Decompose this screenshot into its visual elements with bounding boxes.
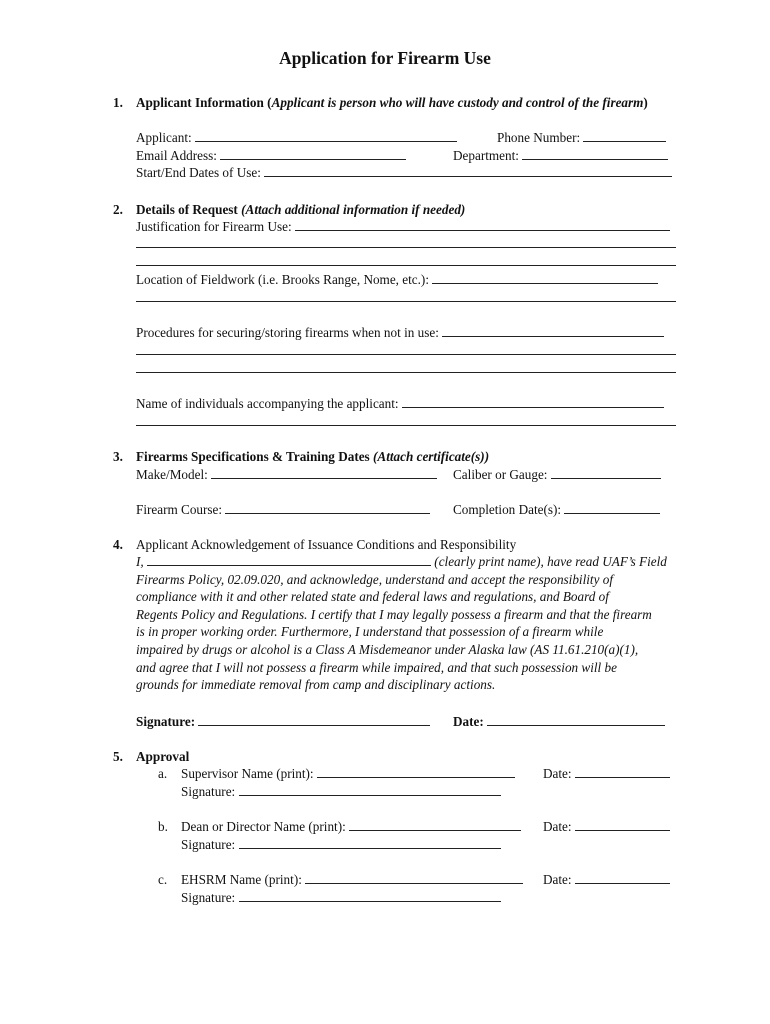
section-2-subheading: (Attach additional information if needed) — [241, 202, 466, 217]
phone-label: Phone Number: — [497, 130, 581, 145]
department-field[interactable] — [453, 147, 668, 165]
dean-name-label: Dean or Director Name (print): — [181, 819, 346, 834]
dean-name-field[interactable] — [181, 818, 521, 836]
applicant-signature-field[interactable] — [136, 713, 430, 731]
section-4-number: 4. — [113, 537, 123, 552]
supervisor-name-field[interactable] — [181, 765, 515, 783]
department-blank[interactable] — [522, 147, 668, 160]
location-label: Location of Fieldwork (i.e. Brooks Range, Nome, etc.): — [136, 272, 429, 287]
acknowledgement-line: Regents Policy and Regulations. I certify that I may legally possess a firearm and that the firearm — [136, 606, 652, 622]
course-field[interactable] — [136, 501, 430, 519]
section-1-number: 1. — [113, 95, 123, 110]
make-label: Make/Model: — [136, 467, 208, 482]
supervisor-name-blank[interactable] — [317, 765, 515, 778]
justification-label: Justification for Firearm Use: — [136, 219, 292, 234]
applicant-date-blank[interactable] — [487, 713, 665, 726]
section-2-heading: Details of Request — [136, 202, 238, 217]
section-5-heading: Approval — [136, 749, 190, 764]
email-blank[interactable] — [220, 147, 406, 160]
applicant-blank[interactable] — [195, 129, 457, 142]
acknowledgement-first-line — [136, 553, 681, 571]
caliber-blank[interactable] — [551, 466, 661, 479]
section-2-number: 2. — [113, 202, 123, 217]
dean-date-label: Date: — [543, 819, 572, 834]
phone-blank[interactable] — [583, 129, 666, 142]
justification-line-2[interactable] — [136, 247, 676, 248]
section-5-number: 5. — [113, 749, 123, 764]
make-blank[interactable] — [211, 466, 437, 479]
email-label: Email Address: — [136, 148, 217, 163]
dean-signature-label: Signature: — [181, 837, 236, 852]
dean-signature-field[interactable] — [181, 836, 501, 854]
ehsrm-signature-label: Signature: — [181, 890, 236, 905]
section-4-heading: Applicant Acknowledgement of Issuance Conditions and Responsibility — [136, 537, 517, 552]
approval-a-letter: a. — [158, 766, 168, 781]
supervisor-date-field[interactable] — [543, 765, 670, 783]
make-field[interactable] — [136, 466, 437, 484]
ehsrm-date-field[interactable] — [543, 871, 670, 889]
acknowledgement-line: Firearms Policy, 02.09.020, and acknowledge, understand and accept the responsibility of — [136, 571, 613, 587]
dean-signature-blank[interactable] — [239, 836, 501, 849]
applicant-field[interactable] — [136, 129, 457, 147]
dean-date-blank[interactable] — [575, 818, 670, 831]
procedures-blank[interactable] — [442, 324, 664, 337]
location-field[interactable] — [136, 271, 658, 289]
approval-c-letter: c. — [158, 872, 168, 887]
section-1-heading-line: Applicant Information (Applicant is person who will have custody and control of the firearm) — [136, 95, 648, 110]
ehsrm-signature-blank[interactable] — [239, 889, 501, 902]
completion-blank[interactable] — [564, 501, 660, 514]
applicant-date-label: Date: — [453, 714, 484, 729]
applicant-signature-label: Signature: — [136, 714, 196, 729]
acknowledgement-name-blank[interactable] — [147, 553, 431, 566]
supervisor-signature-blank[interactable] — [239, 783, 501, 796]
acknowledgement-prefix: I, — [136, 554, 144, 569]
acknowledgement-line: grounds for immediate removal from camp and disciplinary actions. — [136, 677, 496, 693]
section-1-subheading: Applicant is person who will have custody and control of the firearm — [271, 95, 644, 110]
supervisor-signature-label: Signature: — [181, 784, 236, 799]
phone-field[interactable] — [497, 129, 666, 147]
location-line-2[interactable] — [136, 301, 676, 302]
approval-b-letter: b. — [158, 819, 168, 834]
individuals-field[interactable] — [136, 395, 664, 413]
dates-label: Start/End Dates of Use: — [136, 165, 261, 180]
justification-field[interactable] — [136, 218, 670, 236]
ehsrm-signature-field[interactable] — [181, 889, 501, 907]
procedures-line-3[interactable] — [136, 372, 676, 373]
procedures-field[interactable] — [136, 324, 664, 342]
ehsrm-date-label: Date: — [543, 872, 572, 887]
procedures-line-2[interactable] — [136, 354, 676, 355]
justification-blank[interactable] — [295, 218, 670, 231]
acknowledgement-line: is in proper working order. Furthermore, I understand that possession of a firearm while — [136, 624, 604, 640]
completion-field[interactable] — [453, 501, 660, 519]
individuals-line-2[interactable] — [136, 425, 676, 426]
dean-name-blank[interactable] — [349, 818, 521, 831]
caliber-label: Caliber or Gauge: — [453, 467, 548, 482]
applicant-date-field[interactable] — [453, 713, 665, 731]
applicant-label: Applicant: — [136, 130, 192, 145]
supervisor-name-label: Supervisor Name (print): — [181, 766, 314, 781]
section-3-heading-line — [136, 448, 489, 466]
section-2-heading-line — [136, 201, 465, 219]
dates-field[interactable] — [136, 164, 672, 182]
acknowledgement-line: and agree that I will not possess a firearm while impaired, and that such possession will be — [136, 659, 617, 675]
section-3-number: 3. — [113, 449, 123, 464]
dates-blank[interactable] — [264, 164, 672, 177]
procedures-label: Procedures for securing/storing firearms when not in use: — [136, 325, 439, 340]
ehsrm-name-blank[interactable] — [305, 871, 523, 884]
course-blank[interactable] — [225, 501, 430, 514]
supervisor-signature-field[interactable] — [181, 783, 501, 801]
ehsrm-date-blank[interactable] — [575, 871, 670, 884]
individuals-blank[interactable] — [402, 395, 664, 408]
ehsrm-name-field[interactable] — [181, 871, 523, 889]
acknowledgement-paragraph — [136, 553, 681, 694]
section-3-heading: Firearms Specifications & Training Dates — [136, 449, 370, 464]
supervisor-date-label: Date: — [543, 766, 572, 781]
page-title: Application for Firearm Use — [279, 48, 491, 68]
applicant-signature-blank[interactable] — [198, 713, 430, 726]
acknowledgement-line: impaired by drugs or alcohol is a Class A Misdemeanor under Alaska law (AS 11.61.210(a)(1), — [136, 641, 639, 657]
location-blank[interactable] — [432, 271, 658, 284]
ehsrm-name-label: EHSRM Name (print): — [181, 872, 302, 887]
caliber-field[interactable] — [453, 466, 661, 484]
supervisor-date-blank[interactable] — [575, 765, 670, 778]
individuals-label: Name of individuals accompanying the applicant: — [136, 396, 399, 411]
email-field[interactable] — [136, 147, 406, 165]
section-3-subheading: (Attach certificate(s)) — [373, 449, 490, 464]
dean-date-field[interactable] — [543, 818, 670, 836]
acknowledgement-suffix: (clearly print name), have read UAF’s Field — [434, 554, 667, 569]
department-label: Department: — [453, 148, 519, 163]
section-1-heading: Applicant Information — [136, 95, 264, 110]
acknowledgement-line: compliance with it and other related state and federal laws and regulations, and Board of — [136, 589, 609, 605]
completion-label: Completion Date(s): — [453, 502, 562, 517]
justification-line-3[interactable] — [136, 265, 676, 266]
course-label: Firearm Course: — [136, 502, 223, 517]
